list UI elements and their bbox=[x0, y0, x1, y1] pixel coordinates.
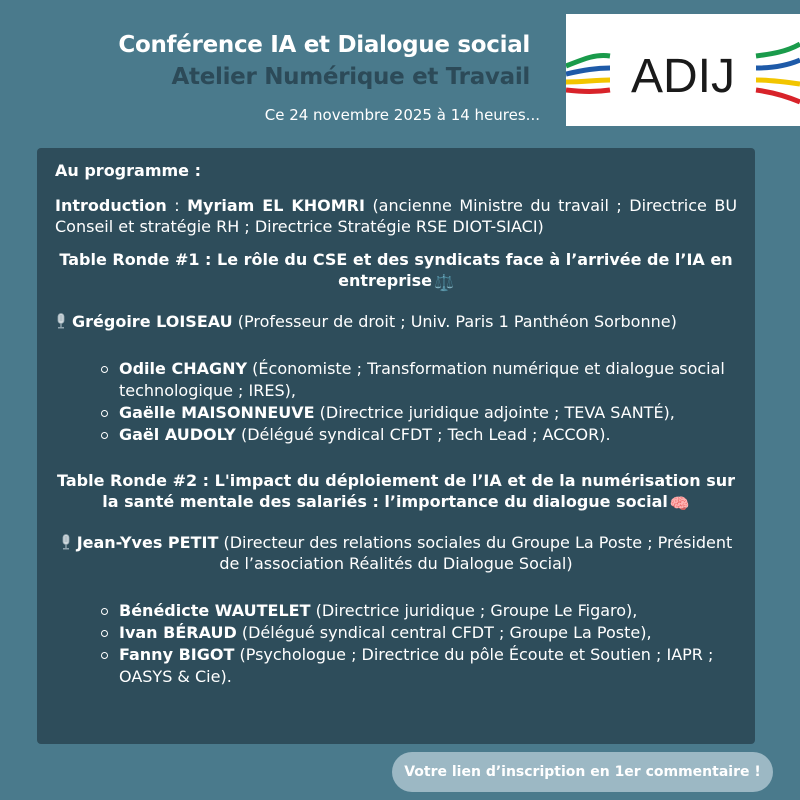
panelist-name: Gaëlle MAISONNEUVE bbox=[119, 403, 315, 422]
panelist-name: Bénédicte WAUTELET bbox=[119, 601, 311, 620]
circle-bullet-icon bbox=[101, 652, 108, 659]
list-item bbox=[119, 644, 737, 688]
moderator-name: Jean-Yves PETIT bbox=[76, 533, 219, 552]
panelist-desc: (Économiste ; Transformation numérique et dialogue social technologique ; IRES), bbox=[119, 359, 725, 400]
circle-bullet-icon bbox=[101, 410, 108, 417]
roundtable-2-title bbox=[55, 470, 737, 514]
program-card bbox=[37, 148, 755, 744]
circle-bullet-icon bbox=[101, 608, 108, 615]
introduction bbox=[55, 195, 737, 237]
list-item bbox=[119, 622, 737, 644]
logo-text: ADIJ bbox=[630, 50, 736, 103]
circle-bullet-icon bbox=[101, 630, 108, 637]
roundtable-1-title bbox=[55, 249, 737, 293]
intro-speaker-desc: (ancienne Ministre du travail ; Directrice BU Conseil et stratégie RH ; Directrice Stratégie RSE DIOT-SIACI) bbox=[55, 196, 738, 236]
moderator-desc: (Directeur des relations sociales du Groupe La Poste ; Président de l’association Réalités du Dialogue Social) bbox=[218, 533, 733, 573]
circle-bullet-icon bbox=[101, 366, 108, 373]
brain-icon: 🧠 bbox=[669, 494, 690, 513]
panelist-name: Gaël AUDOLY bbox=[119, 425, 236, 444]
registration-link-banner: Votre lien d’inscription en 1er commentaire ! bbox=[392, 752, 773, 792]
roundtable-1-moderator bbox=[55, 311, 737, 332]
roundtable-2-title-text: Table Ronde #2 : L'impact du déploiement de l’IA et de la numérisation sur la santé mentale des salariés : l’importance du dialogue social bbox=[56, 471, 735, 511]
header-subtitle: Atelier Numérique et Travail bbox=[171, 64, 530, 90]
adij-logo bbox=[566, 14, 800, 126]
intro-separator: : bbox=[166, 196, 188, 215]
panelist-name: Odile CHAGNY bbox=[119, 359, 248, 378]
event-date: Ce 24 novembre 2025 à 14 heures... bbox=[264, 106, 540, 124]
panelist-desc: (Directrice juridique adjointe ; TEVA SANTÉ), bbox=[314, 403, 675, 422]
roundtable-1-panelists bbox=[55, 358, 737, 446]
panelist-desc: (Directrice juridique ; Groupe Le Figaro), bbox=[310, 601, 638, 620]
microphone-icon bbox=[55, 313, 67, 329]
list-item bbox=[119, 600, 737, 622]
list-item bbox=[119, 424, 737, 446]
list-item bbox=[119, 402, 737, 424]
list-item bbox=[119, 358, 737, 402]
moderator-desc: (Professeur de droit ; Univ. Paris 1 Panthéon Sorbonne) bbox=[232, 312, 677, 331]
panelist-desc: (Délégué syndical central CFDT ; Groupe La Poste), bbox=[236, 623, 652, 642]
panelist-desc: (Délégué syndical CFDT ; Tech Lead ; ACCOR). bbox=[235, 425, 611, 444]
intro-label: Introduction bbox=[55, 196, 167, 215]
scales-icon: ⚖️ bbox=[433, 273, 454, 292]
circle-bullet-icon bbox=[101, 432, 108, 439]
roundtable-1-title-text: Table Ronde #1 : Le rôle du CSE et des syndicats face à l’arrivée de l’IA en entreprise bbox=[59, 250, 733, 290]
program-heading: Au programme : bbox=[55, 161, 201, 180]
roundtable-2-panelists bbox=[55, 600, 737, 688]
header-title: Conférence IA et Dialogue social bbox=[118, 32, 530, 58]
intro-speaker-name: Myriam EL KHOMRI bbox=[187, 196, 365, 215]
panelist-name: Fanny BIGOT bbox=[119, 645, 235, 664]
panelist-name: Ivan BÉRAUD bbox=[119, 623, 237, 642]
microphone-icon bbox=[60, 534, 72, 550]
moderator-name: Grégoire LOISEAU bbox=[72, 312, 233, 331]
panelist-desc: (Psychologue ; Directrice du pôle Écoute et Soutien ; IAPR ; OASYS & Cie). bbox=[119, 645, 714, 686]
roundtable-2-moderator bbox=[55, 532, 737, 574]
